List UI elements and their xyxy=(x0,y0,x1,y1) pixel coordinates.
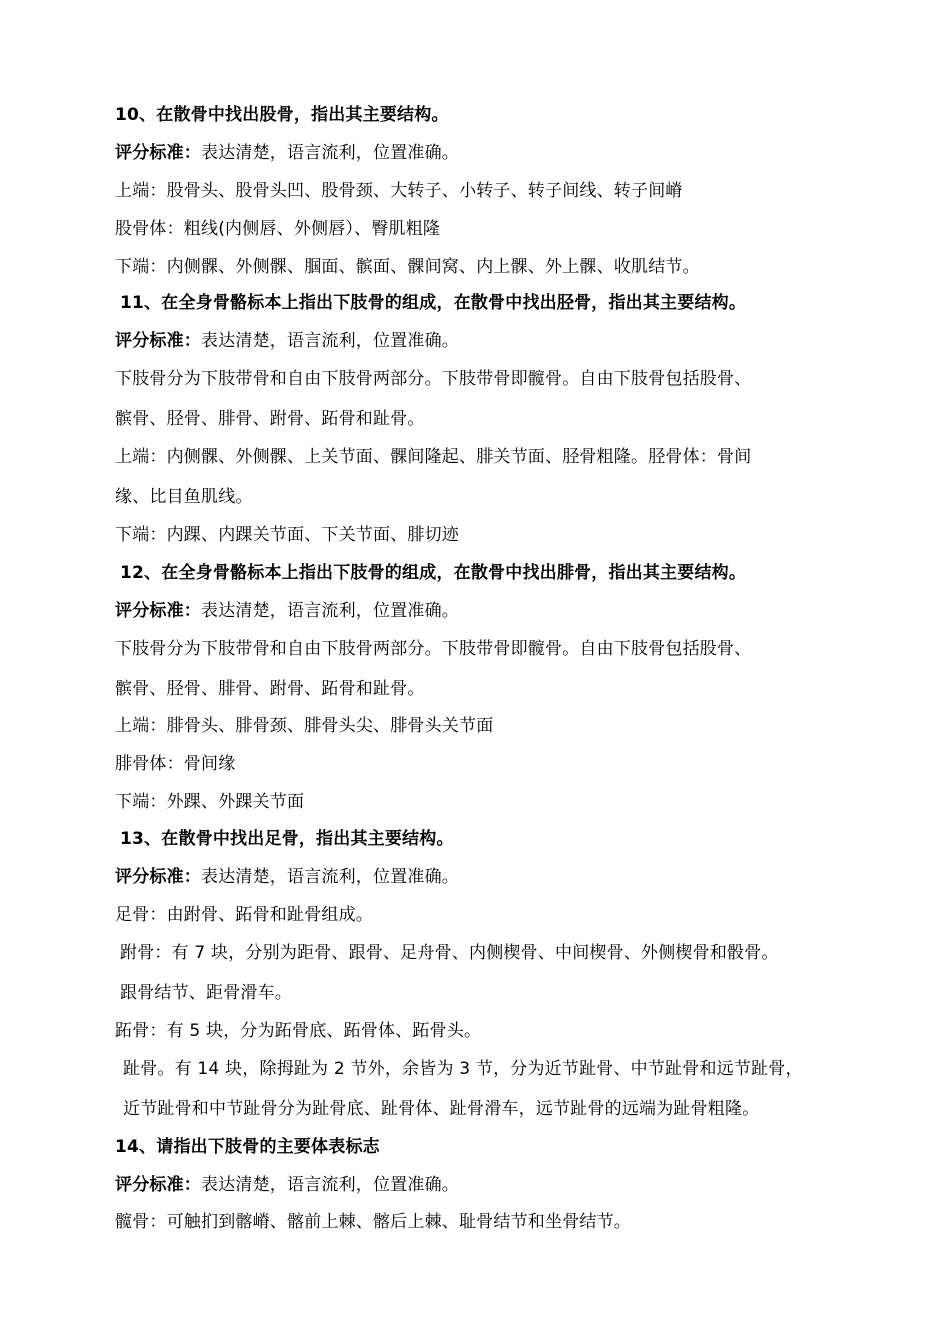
section-11-line-2: 髌骨、胫骨、腓骨、跗骨、跖骨和趾骨。 xyxy=(115,409,425,429)
section-12-line-5: 下端：外踝、外踝关节面 xyxy=(115,792,305,812)
section-13-line-5: 趾骨。有 14 块，除拇趾为 2 节外，余皆为 3 节，分为近节趾骨、中节趾骨和远节趾骨， xyxy=(123,1059,803,1079)
section-10-line-1: 上端：股骨头、股骨头凹、股骨颈、大转子、小转子、转子间线、转子间嵴 xyxy=(115,181,683,201)
section-11-criteria xyxy=(115,330,459,352)
section-14-heading: 14、请指出下肢骨的主要体表标志 xyxy=(115,1137,380,1157)
section-13-heading: 13、在散骨中找出足骨，指出其主要结构。 xyxy=(120,829,454,849)
section-13-line-4: 跖骨：有 5 块，分为跖骨底、跖骨体、跖骨头。 xyxy=(115,1021,482,1041)
section-13-line-6: 近节趾骨和中节趾骨分为趾骨底、趾骨体、趾骨滑车，远节趾骨的远端为趾骨粗隆。 xyxy=(123,1099,760,1119)
criteria-text: 表达清楚，语言流利，位置准确。 xyxy=(201,331,459,351)
section-13-line-3: 跟骨结节、距骨滑车。 xyxy=(120,983,292,1003)
criteria-label: 评分标准： xyxy=(115,143,201,163)
section-12-heading: 12、在全身骨骼标本上指出下肢骨的组成，在散骨中找出腓骨，指出其主要结构。 xyxy=(120,563,747,583)
section-10-heading: 10、在散骨中找出股骨，指出其主要结构。 xyxy=(115,105,449,125)
section-10-criteria xyxy=(115,142,459,164)
criteria-text: 表达清楚，语言流利，位置准确。 xyxy=(201,867,459,887)
section-10-line-2: 股骨体：粗线(内侧唇、外侧唇）、臀肌粗隆 xyxy=(115,219,441,239)
criteria-text: 表达清楚，语言流利，位置准确。 xyxy=(201,601,459,621)
criteria-label: 评分标准： xyxy=(115,601,201,621)
section-10-line-3: 下端：内侧髁、外侧髁、腘面、髌面、髁间窝、内上髁、外上髁、收肌结节。 xyxy=(115,257,700,277)
section-12-line-2: 髌骨、胫骨、腓骨、跗骨、跖骨和趾骨。 xyxy=(115,679,425,699)
section-11-line-1: 下肢骨分为下肢带骨和自由下肢骨两部分。下肢带骨即髋骨。自由下肢骨包括股骨、 xyxy=(115,369,752,389)
section-13-line-2: 跗骨：有 7 块，分别为距骨、跟骨、足舟骨、内侧楔骨、中间楔骨、外侧楔骨和骰骨。 xyxy=(120,943,779,963)
section-12-criteria xyxy=(115,600,459,622)
section-14-line-1: 髋骨：可触扪到髂嵴、髂前上棘、髂后上棘、耻骨结节和坐骨结节。 xyxy=(115,1212,631,1232)
section-11-line-4: 缘、比目鱼肌线。 xyxy=(115,487,253,507)
section-12-line-4: 腓骨体：骨间缘 xyxy=(115,754,236,774)
criteria-text: 表达清楚，语言流利，位置准确。 xyxy=(201,143,459,163)
criteria-label: 评分标准： xyxy=(115,1175,201,1195)
criteria-label: 评分标准： xyxy=(115,867,201,887)
section-11-line-3: 上端：内侧髁、外侧髁、上关节面、髁间隆起、腓关节面、胫骨粗隆。胫骨体：骨间 xyxy=(115,447,752,467)
section-14-criteria xyxy=(115,1174,459,1196)
criteria-label: 评分标准： xyxy=(115,331,201,351)
section-12-line-3: 上端：腓骨头、腓骨颈、腓骨头尖、腓骨头关节面 xyxy=(115,716,494,736)
criteria-text: 表达清楚，语言流利，位置准确。 xyxy=(201,1175,459,1195)
section-11-line-5: 下端：内踝、内踝关节面、下关节面、腓切迹 xyxy=(115,525,459,545)
section-13-line-1: 足骨：由跗骨、跖骨和趾骨组成。 xyxy=(115,905,373,925)
section-11-heading: 11、在全身骨骼标本上指出下肢骨的组成，在散骨中找出胫骨，指出其主要结构。 xyxy=(120,293,747,313)
section-12-line-1: 下肢骨分为下肢带骨和自由下肢骨两部分。下肢带骨即髋骨。自由下肢骨包括股骨、 xyxy=(115,639,752,659)
section-13-criteria xyxy=(115,866,459,888)
